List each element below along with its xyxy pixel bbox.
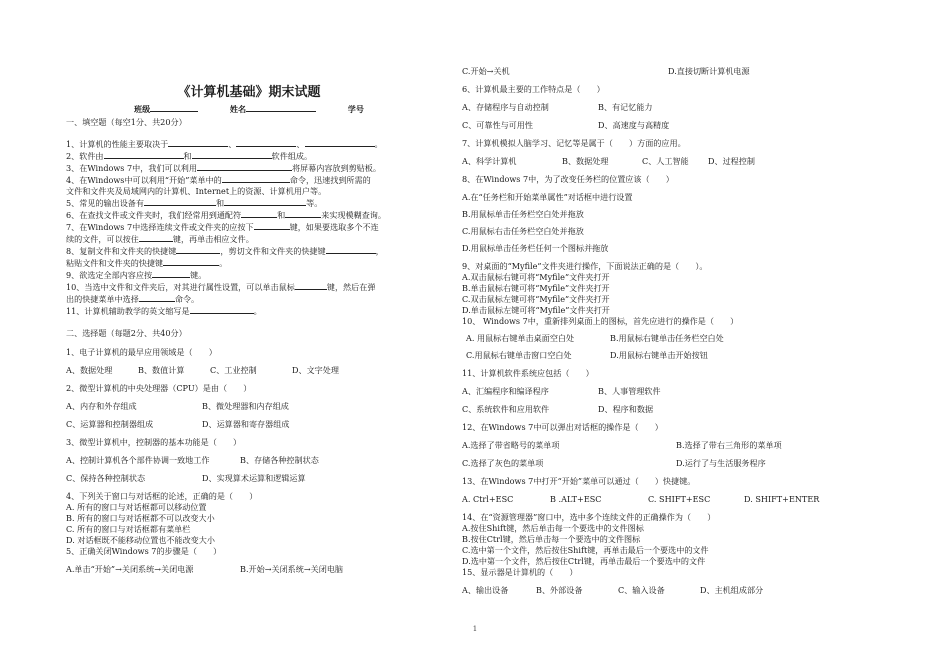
option: A.按住Shift键，然后单击每一个要选中的文件图标: [462, 523, 644, 533]
option: A、汇编程序和编译程序: [462, 386, 549, 396]
question-7: 7、计算机模拟人脑学习、记忆等是属于（ ）方面的应用。: [462, 138, 686, 148]
option: A.单击“开始”→关闭系统→关闭电源: [66, 564, 194, 574]
fill-item-7: 7、在Windows 7中选择连续文件或文件夹的应按下 键，如果要选取多个不连: [66, 222, 379, 232]
option: B、有记忆能力: [598, 102, 653, 112]
question-4: 4、下列关于窗口与对话框的论述，正确的是（ ）: [66, 491, 258, 501]
fill-item-7-cont: 续的文件，可以按住 键，再单击相应文件。: [66, 234, 254, 244]
option: D、主机组成部分: [700, 585, 764, 595]
option: A.选择了带省略号的菜单项: [462, 440, 560, 450]
option: B、外部设备: [536, 585, 583, 595]
option: A、数据处理: [66, 365, 113, 375]
option: B、微处理器和内存组成: [202, 401, 289, 411]
question-8: 8、在Windows 7中，为了改变任务栏的位置应该（ ）: [462, 174, 674, 184]
option: D.用鼠标单击任务栏任何一个图标并拖放: [462, 243, 609, 253]
option: C. SHIFT+ESC: [648, 494, 711, 504]
option: C、人工智能: [642, 156, 689, 166]
option: B.用鼠标右键单击任务栏空白处: [610, 333, 724, 343]
question-3: 3、微型计算机中，控制器的基本功能是（ ）: [66, 437, 242, 447]
option: C.双击鼠标左键可将“Myfile”文件夹打开: [462, 294, 610, 304]
option: C、系统软件和应用软件: [462, 404, 550, 414]
question-5-options: [66, 564, 432, 575]
question-1: 1、电子计算机的最早应用领域是（ ）: [66, 347, 217, 357]
fill-item-3: 3、在Windows 7中，我们可以利用 将屏幕内容放到剪贴板。: [66, 163, 381, 173]
page-number: 1: [472, 625, 478, 633]
option: A、内存和外存组成: [66, 401, 137, 411]
name-blank: [246, 103, 316, 112]
option: C.开始→关机: [462, 66, 510, 76]
option: B、数据处理: [562, 156, 609, 166]
fill-item-11: 11、计算机辅助教学的英文缩写是 。: [66, 306, 262, 316]
option: A.在“任务栏和开始菜单属性”对话框中进行设置: [462, 192, 633, 202]
option: B.用鼠标单击任务栏空白处并拖放: [462, 209, 584, 219]
choice-questions-left: [66, 347, 432, 575]
option: B、存储各种控制状态: [240, 455, 319, 465]
question-13: 13、在Windows 7中打开“开始”菜单可以通过（ ）快捷键。: [462, 476, 696, 486]
name-label: 姓名: [229, 104, 247, 114]
option: B .ALT+ESC: [550, 494, 602, 504]
option: A、存储程序与自动控制: [462, 102, 549, 112]
fill-item-5: 5、常见的输出设备有 和 等。: [66, 198, 323, 208]
question-7-options: [462, 156, 834, 167]
option: A、科学计算机: [462, 156, 517, 166]
fill-item-6: 6、在查找文件或文件夹时，我们经常用到通配符 和 来实现模糊查询。: [66, 210, 386, 220]
option: D.直接切断计算机电源: [668, 66, 750, 76]
fill-item-10-cont: 出的快捷菜单中选择 命令。: [66, 294, 200, 304]
option: A.双击鼠标右键可将“Myfile”文件夹打开: [462, 272, 610, 282]
option: D、实现算术运算和逻辑运算: [202, 473, 306, 483]
question-5-options-cont: [462, 66, 834, 77]
fill-item-4-cont: 文件和文件夹及局域网内的计算机、Internet上的资源、计算机用户等。: [66, 186, 327, 196]
student-info-line: [66, 102, 432, 116]
option: C.选择了灰色的菜单项: [462, 458, 544, 468]
question-12: 12、在Windows 7中可以弹出对话框的操作是（ ）: [462, 422, 663, 432]
fill-item-8-cont: 粘贴文件和文件夹的快捷键 。: [66, 258, 228, 268]
option: B.单击鼠标右键可将“Myfile”文件夹打开: [462, 283, 610, 293]
option: C、工业控制: [210, 365, 257, 375]
option: B.选择了带右三角形的菜单项: [676, 440, 782, 450]
option: D.单击鼠标左键可将“Myfile”文件夹打开: [462, 305, 610, 315]
option: D、运算器和寄存器组成: [202, 419, 290, 429]
question-6-options: [462, 102, 834, 113]
option: B. 所有的窗口与对话框都不可以改变大小: [66, 513, 215, 523]
option: A、输出设备: [462, 585, 509, 595]
right-column: [462, 66, 834, 596]
fill-item-4: 4、在Windows中可以利用“开始”菜单中的 命令，迅速找到所需的: [66, 175, 371, 185]
section-heading-choice: 二、选择题（每题2分、共40分）: [66, 328, 187, 338]
question-13-options: [462, 494, 834, 505]
question-10-options: [462, 333, 834, 344]
option: C.选中第一个文件，然后按住Shift键，再单击最后一个要选中的文件: [462, 545, 709, 555]
option: C. 所有的窗口与对话框都有菜单栏: [66, 524, 191, 534]
section-heading-fill: 一、填空题（每空1分、共20分）: [66, 117, 187, 127]
option: D. SHIFT+ENTER: [744, 494, 820, 504]
question-3-options: [66, 455, 432, 466]
option: D.选中第一个文件，然后按住Ctrl键，再单击最后一个要选中的文件: [462, 556, 706, 566]
id-label: 学号: [347, 104, 364, 114]
option: D. 对话框既不能移动位置也不能改变大小: [66, 535, 215, 545]
question-6: 6、计算机最主要的工作特点是（ ）: [462, 84, 605, 94]
exam-title: 《计算机基础》期末试题: [177, 85, 321, 100]
question-11: 11、计算机软件系统应包括（ ）: [462, 368, 594, 378]
question-11-options: [462, 386, 834, 397]
option: C.用鼠标右击任务栏空白处并拖放: [462, 226, 584, 236]
option: D、过程控制: [708, 156, 755, 166]
option: D、程序和数据: [598, 404, 654, 414]
question-15-options: [462, 585, 834, 596]
question-12-options: [462, 440, 834, 451]
option: D.运行了与生活服务程序: [676, 458, 766, 468]
question-2: 2、微型计算机的中央处理器（CPU）是由（ ）: [66, 383, 252, 393]
fill-item-8: 8、复制文件和文件夹的快捷键 ，剪切文件和文件夹的快捷键 ，: [66, 246, 384, 256]
question-1-options: [66, 365, 432, 376]
option: B、数值计算: [138, 365, 185, 375]
question-10: 10、 Windows 7中，重新排列桌面上的图标，首先应进行的操作是（ ）: [462, 316, 739, 326]
option: D.用鼠标右键单击开始按钮: [610, 350, 708, 360]
option: C、运算器和控制器组成: [66, 419, 154, 429]
option: D、高速度与高精度: [598, 120, 670, 130]
question-5: 5、正确关闭Windows 7的步骤是（ ）: [66, 546, 222, 556]
question-14: 14、在“资源管理器”窗口中，选中多个连续文件的正确操作为（ ）: [462, 512, 716, 522]
question-9: 9、对桌面的“Myfile”文件夹进行操作，下面说法正确的是（ ）。: [462, 261, 708, 271]
option: C、保持各种控制状态: [66, 473, 146, 483]
option: A. Ctrl+ESC: [462, 494, 514, 504]
option: A. 用鼠标右键单击桌面空白处: [466, 333, 575, 343]
class-blank: [150, 103, 198, 112]
option: B.开始→关闭系统→关闭电脑: [240, 564, 344, 574]
question-15: 15、显示器是计算机的（ ）: [462, 567, 578, 577]
option: C、输入设备: [618, 585, 665, 595]
option: C.用鼠标右键单击窗口空白处: [466, 350, 572, 360]
fill-item-10: 10、当选中文件和文件夹后，对其进行属性设置，可以单击鼠标 键，然后在弹: [66, 282, 376, 292]
option: B.按住Ctrl键，然后单击每一个要选中的文件图标: [462, 534, 641, 544]
fill-item-9: 9、欲选定全部内容应按 键。: [66, 270, 207, 280]
fill-item-1: 1、计算机的性能主要取决于 、 、 。: [66, 139, 383, 149]
fill-in-questions: [66, 138, 432, 317]
fill-item-2: 2、软件由 和 软件组成。: [66, 151, 313, 161]
question-2-options: [66, 401, 432, 412]
left-column: [66, 84, 432, 575]
option: A、控制计算机各个部件协调一致地工作: [66, 455, 210, 465]
class-label: 班级: [134, 104, 151, 114]
option: C、可靠性与可用性: [462, 120, 533, 130]
option: D、文字处理: [292, 365, 339, 375]
option: B、人事管理软件: [598, 386, 661, 396]
option: A. 所有的窗口与对话框都可以移动位置: [66, 502, 207, 512]
